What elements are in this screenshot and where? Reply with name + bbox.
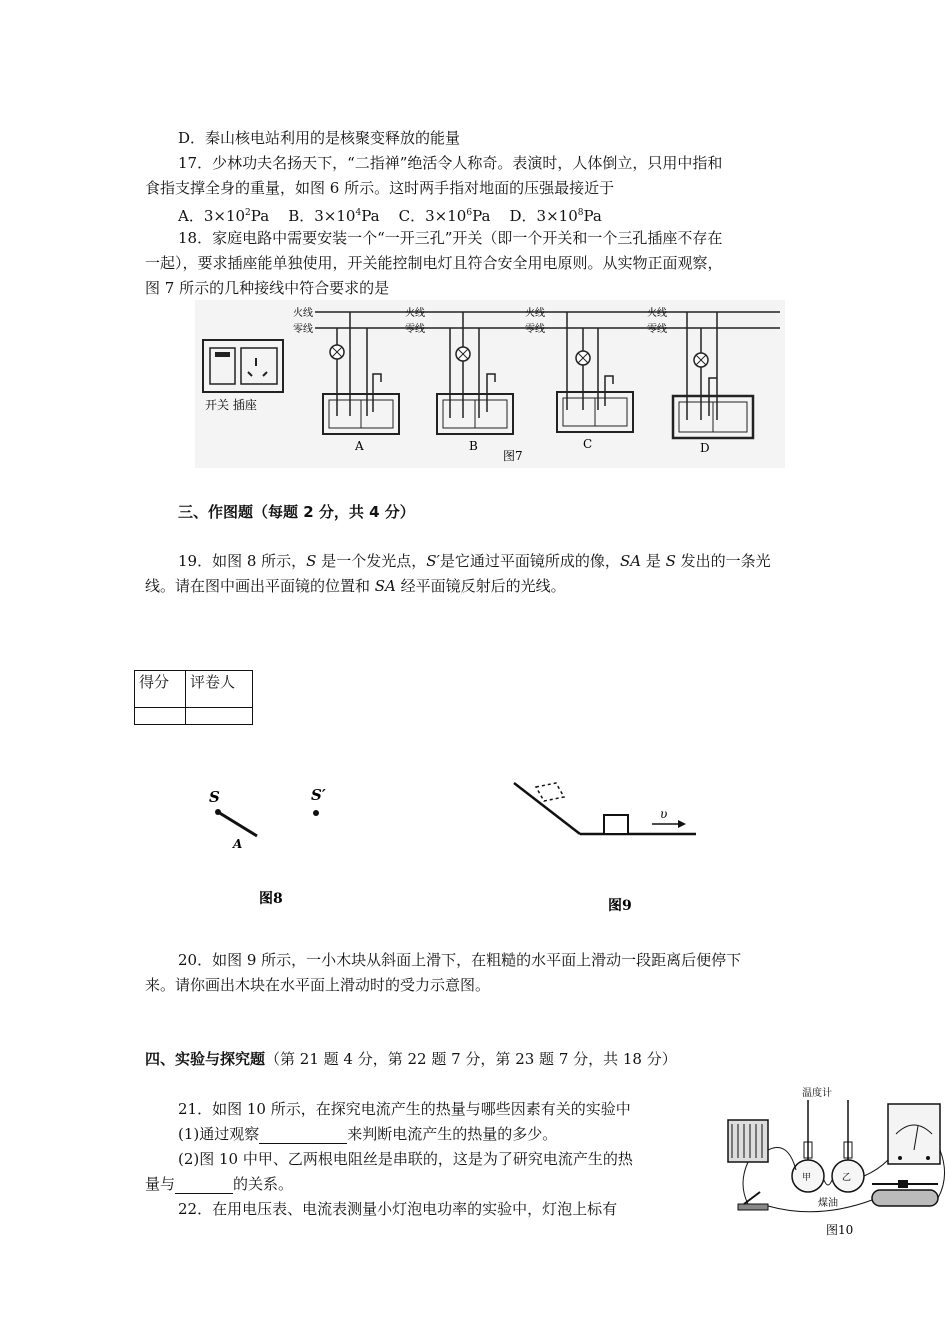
q21-part2-line1: (2)图 10 中甲、乙两根电阻丝是串联的，这是为了研究电流产生的热 <box>178 1150 633 1168</box>
ammeter <box>888 1104 940 1164</box>
neutral-wire-label-c: 零线 <box>525 324 545 335</box>
figure-7 <box>195 300 785 468</box>
q17-option-a: A．$3\times 10^2Pa$ <box>178 207 270 225</box>
fig7-label-b: B <box>469 439 478 453</box>
q18-text-line1: 18．家庭电路中需要安装一个“一开三孔”开关（即一个开关和一个三孔插座不存在 <box>178 229 723 247</box>
q22-text-line1: 22．在用电压表、电流表测量小灯泡电功率的实验中，灯泡上标有 <box>178 1200 618 1218</box>
q17-text-line1: 17．少林功夫名扬天下，“二指禅”绝活令人称奇。表演时，人体倒立，只用中指和 <box>178 154 723 172</box>
fig8-caption: 图8 <box>259 891 283 907</box>
ray-sa <box>218 812 257 836</box>
q21-blank-1[interactable] <box>259 1127 347 1144</box>
panel-label: 开关 插座 <box>205 398 257 412</box>
velocity-arrowhead <box>678 820 686 828</box>
fig7-caption: 图7 <box>503 449 523 463</box>
q20-text-line2: 来。请你画出木块在水平面上滑动时的受力示意图。 <box>145 976 491 994</box>
q17-text-line2: 食指支撑全身的重量，如图 6 所示。这时两手指对地面的压强最接近于 <box>145 179 615 197</box>
battery <box>728 1120 768 1162</box>
fig8-label-s: S <box>209 788 220 806</box>
flask-yi <box>832 1100 864 1192</box>
switch <box>738 1192 768 1210</box>
q17-option-b: B．$3\times 10^4Pa$ <box>288 207 380 225</box>
figure-9 <box>508 775 708 920</box>
q17-options <box>178 203 602 226</box>
live-wire-label: 火线 <box>293 308 313 319</box>
q19-text-line1: 19．如图 8 所示，S 是一个发光点，S′是它通过平面镜所成的像，SA 是 S 发出的一条光 <box>178 552 771 570</box>
q18-text-line3: 图 7 所示的几种接线中符合要求的是 <box>145 279 390 297</box>
fig10-caption: 图10 <box>826 1223 854 1237</box>
live-wire-label-d: 火线 <box>647 308 667 319</box>
fig8-label-s-prime: S′ <box>311 786 326 804</box>
fig9-label-v: υ <box>660 807 668 821</box>
fig10-label-kerosene: 煤油 <box>818 1198 838 1209</box>
figure-8 <box>175 770 345 915</box>
wooden-block <box>604 815 628 834</box>
score-cell[interactable] <box>135 708 186 725</box>
live-wire-label-c: 火线 <box>525 308 545 319</box>
q16-option-d: D．秦山核电站利用的是核聚变释放的能量 <box>178 129 461 147</box>
neutral-wire-label-d: 零线 <box>647 324 667 335</box>
fig10-label-thermometer: 温度计 <box>802 1088 832 1099</box>
grader-cell[interactable] <box>186 708 253 725</box>
q21-part1: (1)通过观察 来判断电流产生的热量的多少。 <box>178 1125 558 1143</box>
live-wire-label-b: 火线 <box>405 308 425 319</box>
q17-option-c: C．$3\times 10^6Pa$ <box>398 207 491 225</box>
q18-text-line2: 一起），要求插座能单独使用，开关能控制电灯且符合安全用电原则。从实物正面观察， <box>145 254 723 272</box>
incline-surface <box>514 783 580 834</box>
q21-text-line1: 21．如图 10 所示，在探究电流产生的热量与哪些因素有关的实验中 <box>178 1100 631 1118</box>
q17-option-d: D．$3\times 10^8Pa$ <box>509 207 602 225</box>
q20-text-line1: 20．如图 9 所示，一小木块从斜面上滑下，在粗糙的水平面上滑动一段距离后便停下 <box>178 951 742 969</box>
figure-10 <box>718 1080 948 1240</box>
svg-text:乙: 乙 <box>842 1173 852 1183</box>
point-s-prime <box>313 810 319 816</box>
neutral-wire-label: 零线 <box>293 324 313 335</box>
block-on-incline <box>536 783 564 801</box>
fig9-caption: 图9 <box>608 898 632 914</box>
rheostat <box>872 1180 938 1206</box>
section3-heading: 三、作图题（每题 2 分，共 4 分） <box>178 503 415 521</box>
fig7-label-a: A <box>355 439 364 453</box>
fig7-label-d: D <box>700 441 710 455</box>
q19-text-line2: 线。请在图中画出平面镜的位置和 SA 经平面镜反射后的光线。 <box>145 577 566 595</box>
q21-part2-line2: 量与 的关系。 <box>145 1175 294 1193</box>
neutral-wire-label-b: 零线 <box>405 324 425 335</box>
grader-label: 评卷人 <box>186 671 253 708</box>
flask-jia <box>792 1100 824 1192</box>
svg-text:甲: 甲 <box>802 1173 812 1183</box>
score-box <box>134 670 253 725</box>
fig7-label-c: C <box>583 437 593 451</box>
score-label: 得分 <box>135 671 186 708</box>
q21-blank-2[interactable] <box>175 1177 233 1194</box>
fig8-label-a: A <box>233 837 243 851</box>
section4-heading: 四、实验与探究题（第 21 题 4 分，第 22 题 7 分，第 23 题 7 分，共 18 分） <box>145 1050 677 1068</box>
